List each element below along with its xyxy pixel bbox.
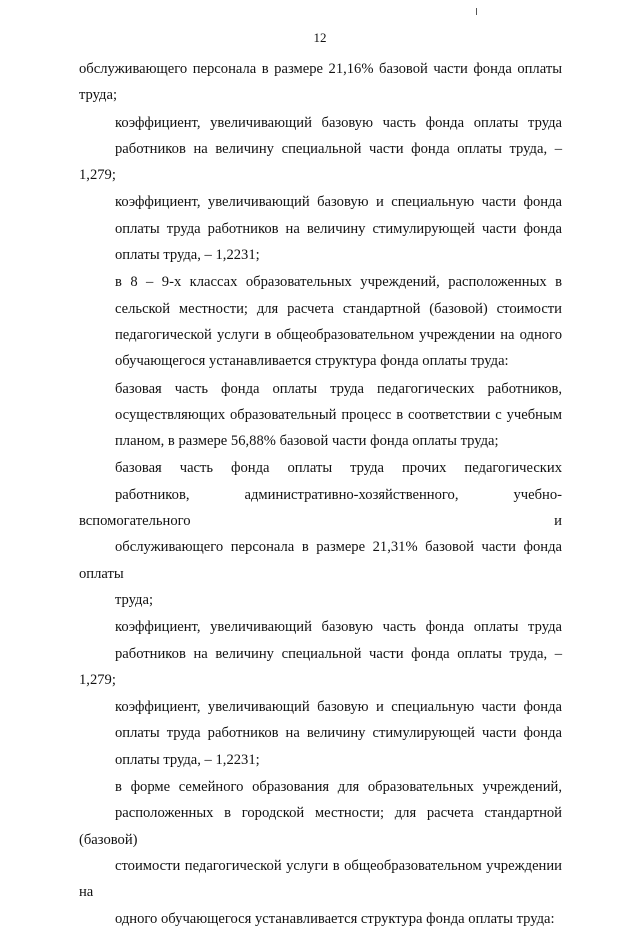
text-line: труда; — [115, 591, 153, 608]
scan-mark — [476, 8, 477, 15]
text-line: оплаты труда, – 1,2231; — [115, 247, 260, 264]
text-line: базовая часть фонда оплаты труда педагогических работников, — [115, 380, 562, 397]
paragraph — [79, 56, 562, 109]
paragraph — [79, 774, 562, 932]
text-line: в 8 – 9-х классах образовательных учреждений, расположенных в — [115, 274, 562, 291]
text-line: коэффициент, увеличивающий базовую часть фонда оплаты труда — [115, 619, 562, 636]
text-line: обслуживающего персонала в размере 21,16% базовой части фонда оплаты — [79, 61, 562, 77]
paragraph — [79, 110, 562, 189]
paragraph — [79, 455, 562, 613]
text-line: труда; — [79, 87, 117, 104]
text-line: коэффициент, увеличивающий базовую и специальную части фонда — [115, 699, 562, 716]
text-line: педагогической услуги в общеобразовательном учреждении на одного — [115, 326, 562, 343]
text-line: оплаты труда, – 1,2231; — [115, 751, 260, 768]
paragraph — [79, 694, 562, 773]
text-line: в форме семейного образования для образовательных учреждений, — [115, 779, 562, 796]
text-line: одного обучающегося устанавливается структура фонда оплаты труда: — [115, 910, 555, 927]
text-line: планом, в размере 56,88% базовой части фонда оплаты труда; — [115, 433, 499, 450]
text-line: обслуживающего персонала в размере 21,31% базовой части фонда оплаты — [79, 539, 562, 582]
text-line: расположенных в городской местности; для расчета стандартной (базовой) — [79, 805, 562, 848]
text-line: работников на величину специальной части фонда оплаты труда, – 1,279; — [79, 645, 562, 688]
text-line: сельской местности; для расчета стандартной (базовой) стоимости — [115, 300, 562, 317]
text-line: осуществляющих образовательный процесс в соответствии с учебным — [115, 406, 562, 423]
paragraph — [79, 269, 562, 374]
text-line: обучающегося устанавливается структура фонда оплаты труда: — [115, 353, 509, 370]
paragraph — [79, 189, 562, 268]
text-line: работников на величину специальной части фонда оплаты труда, – 1,279; — [79, 140, 562, 184]
body-text — [79, 56, 562, 932]
paragraph — [79, 614, 562, 693]
text-line: оплаты труда работников на величину стимулирующей части фонда — [115, 725, 562, 742]
text-line: коэффициент, увеличивающий базовую часть фонда оплаты труда — [115, 114, 562, 131]
page-number: 12 — [313, 30, 327, 45]
text-line: работников, административно-хозяйственного, учебно-вспомогательного и — [79, 486, 562, 530]
paragraph — [79, 376, 562, 455]
text-line: базовая часть фонда оплаты труда прочих педагогических — [115, 460, 562, 477]
text-line: оплаты труда работников на величину стимулирующей части фонда — [115, 220, 562, 237]
text-line: коэффициент, увеличивающий базовую и специальную части фонда — [115, 194, 562, 211]
text-line: стоимости педагогической услуги в общеобразовательном учреждении на — [79, 857, 562, 901]
